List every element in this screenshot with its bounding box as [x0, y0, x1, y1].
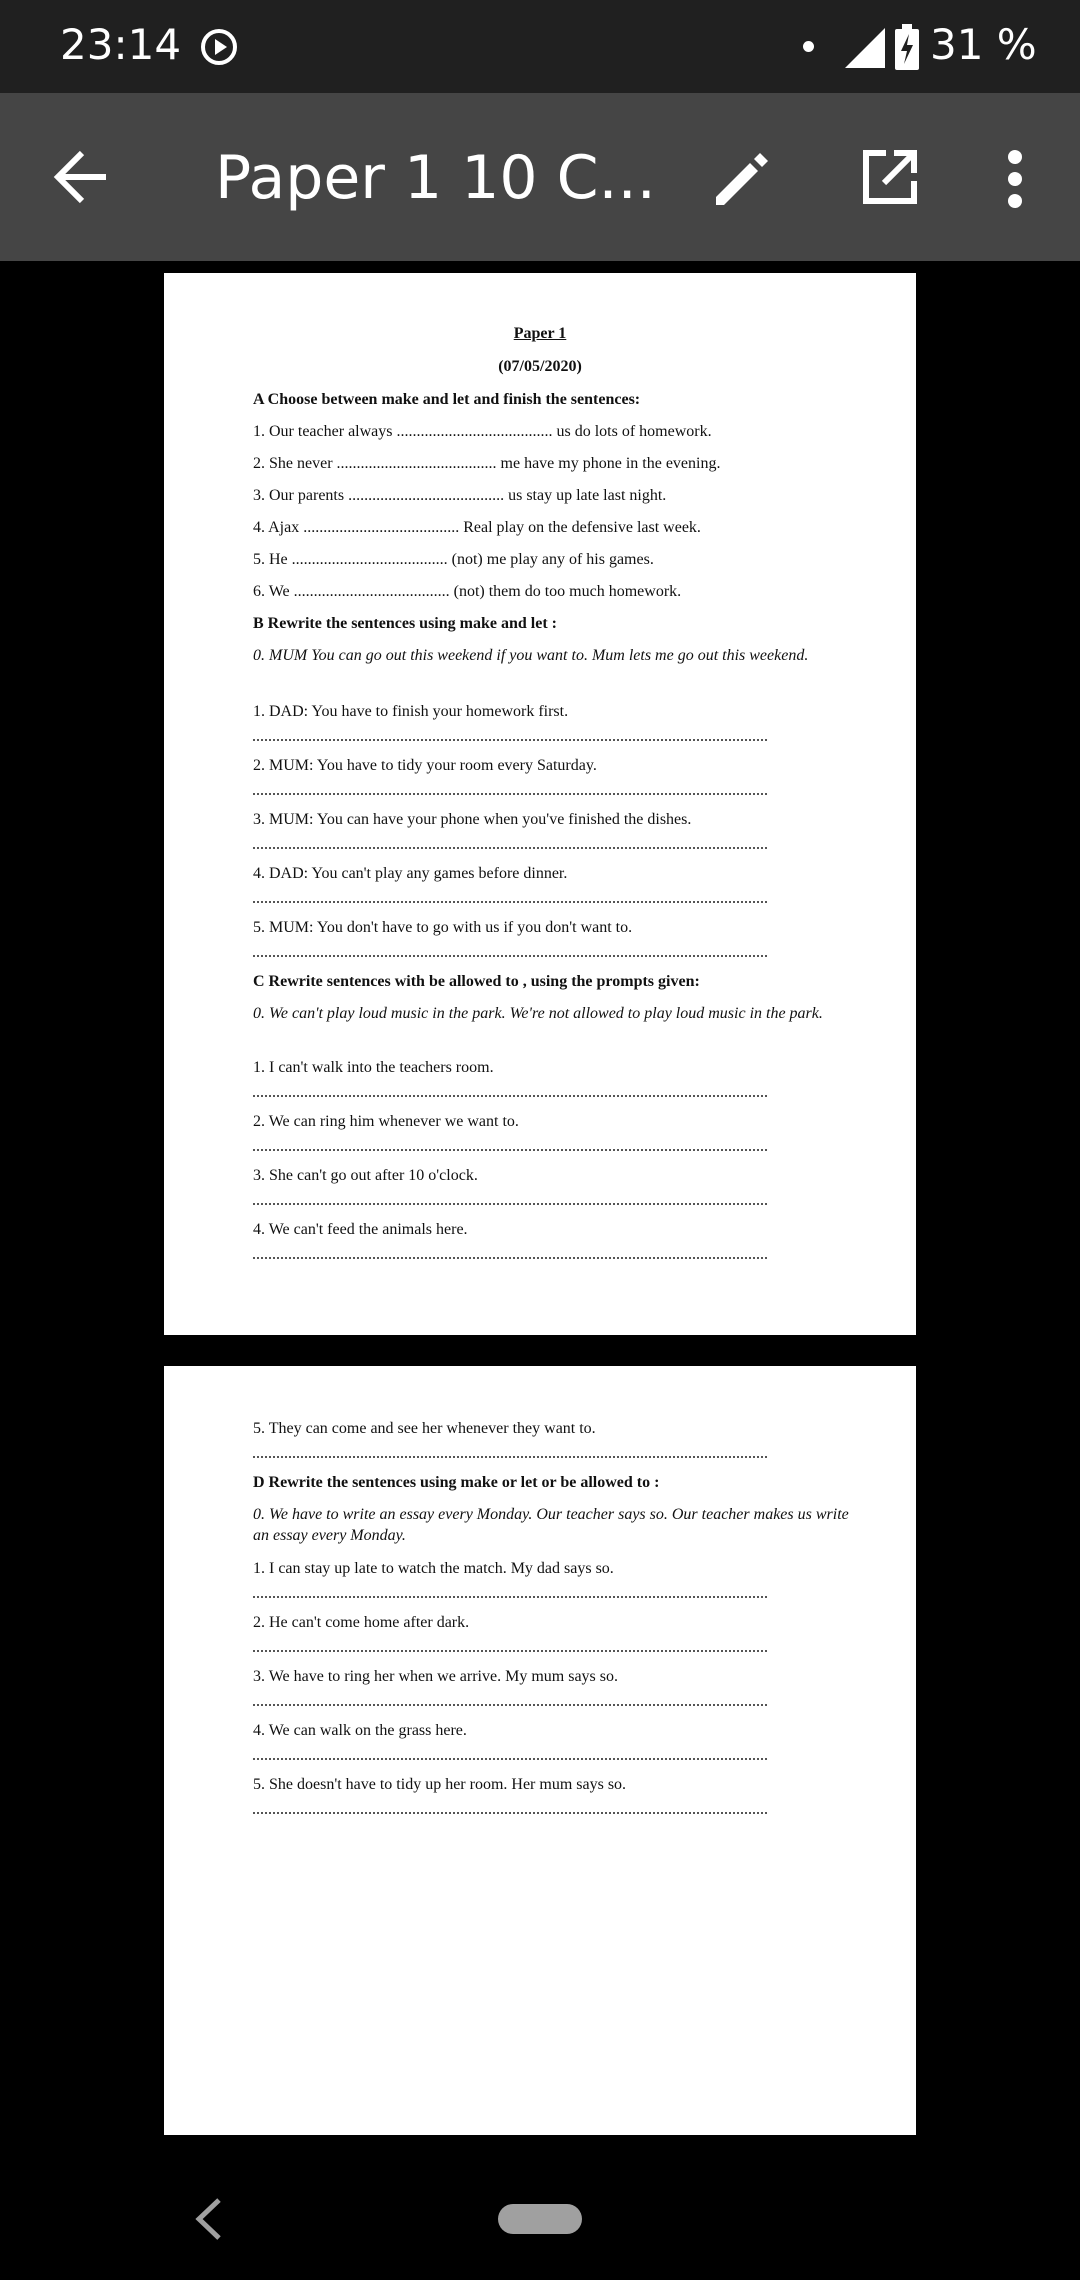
- answer-line: [253, 847, 767, 849]
- navigation-bar: [0, 2160, 1080, 2280]
- section-c-item: 5. They can come and see her whenever they want to.: [253, 1420, 596, 1437]
- answer-line: [253, 1758, 767, 1760]
- answer-line: [253, 1149, 767, 1151]
- answer-line: [253, 739, 767, 741]
- pdf-page-2: [164, 1366, 916, 2135]
- section-c-item: 1. I can't walk into the teachers room.: [253, 1059, 494, 1076]
- section-d-item: 3. We have to ring her when we arrive. My mum says so.: [253, 1668, 618, 1685]
- pdf-page-1: [164, 273, 916, 1335]
- section-b-example: 0. MUM You can go out this weekend if you want to. Mum lets me go out this weekend.: [253, 647, 809, 664]
- section-c-example: 0. We can't play loud music in the park. We're not allowed to play loud music in the park.: [253, 1005, 823, 1022]
- section-b-heading: B Rewrite the sentences using make and let :: [253, 615, 557, 632]
- section-d-item: 4. We can walk on the grass here.: [253, 1722, 467, 1739]
- section-a-item: 1. Our teacher always ....................................... us do lots of homework.: [253, 423, 712, 440]
- section-c-item: 2. We can ring him whenever we want to.: [253, 1113, 519, 1130]
- answer-line: [253, 1704, 767, 1706]
- nav-back-icon[interactable]: [193, 2194, 223, 2244]
- battery-percentage: 31 %: [930, 20, 1037, 69]
- notification-dot-icon: [803, 41, 814, 52]
- answer-line: [253, 793, 767, 795]
- section-d-item: 5. She doesn't have to tidy up her room. Her mum says so.: [253, 1776, 627, 1793]
- open-external-icon[interactable]: [860, 147, 920, 207]
- section-a-item: 4. Ajax ....................................... Real play on the defensive last week.: [253, 519, 701, 536]
- answer-line: [253, 1095, 767, 1097]
- answer-line: [253, 955, 767, 957]
- section-b-item: 4. DAD: You can't play any games before dinner.: [253, 865, 568, 882]
- document-title: Paper 1 10 C...: [215, 143, 656, 213]
- status-time: 23:14: [60, 20, 182, 69]
- section-a-item: 6. We ....................................... (not) them do too much homework.: [253, 583, 682, 600]
- paper-date: (07/05/2020): [498, 358, 582, 375]
- answer-line: [253, 901, 767, 903]
- signal-icon: [845, 28, 885, 68]
- back-arrow-icon[interactable]: [52, 147, 112, 207]
- answer-line: [253, 1257, 767, 1259]
- answer-line: [253, 1812, 767, 1814]
- section-a-heading: A Choose between make and let and finish the sentences:: [253, 391, 641, 408]
- answer-line: [253, 1596, 767, 1598]
- section-b-item: 2. MUM: You have to tidy your room every Saturday.: [253, 757, 597, 774]
- status-bar: [0, 0, 1080, 93]
- answer-line: [253, 1456, 767, 1458]
- section-c-item: 3. She can't go out after 10 o'clock.: [253, 1167, 478, 1184]
- section-a-item: 5. He ....................................... (not) me play any of his games.: [253, 551, 654, 568]
- battery-charging-icon: [895, 24, 919, 70]
- home-pill-button[interactable]: [498, 2204, 582, 2234]
- section-b-item: 1. DAD: You have to finish your homework first.: [253, 703, 569, 720]
- edit-pencil-icon[interactable]: [712, 147, 774, 209]
- media-play-icon: [200, 28, 238, 66]
- section-d-example: 0. We have to write an essay every Monday. Our teacher says so. Our teacher makes us write an essay every Monday.: [253, 1506, 849, 1544]
- paper-title: Paper 1: [513, 325, 567, 342]
- app-bar: [0, 93, 1080, 261]
- section-b-item: 3. MUM: You can have your phone when you've finished the dishes.: [253, 811, 692, 828]
- answer-line: [253, 1203, 767, 1205]
- section-d-item: 1. I can stay up late to watch the match. My dad says so.: [253, 1560, 614, 1577]
- more-options-icon[interactable]: [1000, 149, 1030, 209]
- section-c-item: 4. We can't feed the animals here.: [253, 1221, 468, 1238]
- section-a-item: 3. Our parents ....................................... us stay up late last night.: [253, 487, 667, 504]
- section-b-item: 5. MUM: You don't have to go with us if you don't want to.: [253, 919, 633, 936]
- section-c-heading: C Rewrite sentences with be allowed to , using the prompts given:: [253, 973, 700, 990]
- section-a-item: 2. She never ........................................ me have my phone in the evening.: [253, 455, 721, 472]
- section-d-item: 2. He can't come home after dark.: [253, 1614, 470, 1631]
- answer-line: [253, 1650, 767, 1652]
- section-d-heading: D Rewrite the sentences using make or let or be allowed to :: [253, 1474, 660, 1491]
